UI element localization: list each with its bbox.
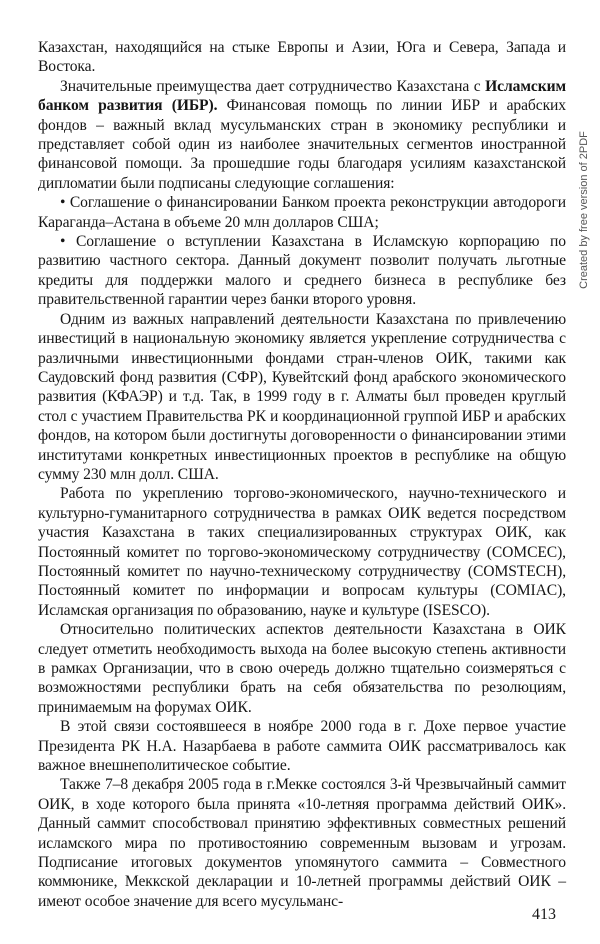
paragraph-continuation: Казахстан, находящийся на стыке Европы и Азии, Юга и Севера, Запада и Востока. <box>38 39 566 76</box>
paragraph-political: Относительно политических аспектов деятельности Казахстана в ОИК следует отметить необходимость выхода на более высокую степень активности в рамках Организации, что в свою очередь должно тщательно соизмеряться с возможностями республики брать на себя обязательства по резолюциям, принимаемым на форумах ОИК. <box>38 621 566 716</box>
paragraph-doha: В этой связи состоявшееся в ноябре 2000 года в г. Дохе первое участие Президента РК Н.А. Назарбаева в работе саммита ОИК рассматривалось как важное внешнеполитическое событие. <box>38 718 566 775</box>
paragraph-mecca: Также 7–8 декабря 2005 года в г.Мекке состоялся 3-й Чрезвычайный саммит ОИК, в ходе которого была принята «10-летняя программа действий ОИК». Данный саммит способствовал принятию эффективных совместных решений исламского мира по противостоянию современным вызовам и угрозам. Подписание итоговых документов упомянутого саммита – Совместного коммюнике, Меккской декларации и 10-летней программы действий ОИК – имеют особое значение для всего мусульманс- <box>38 776 566 910</box>
paragraph-idb-rest: Финансовая помощь по линии ИБР и арабских фондов – важный вклад мусульманских стран в экономику республики и представляет собой один из наиболее значительных сегментов иностранной финансовой помощи. За прошедшие годы благодаря усилиям казахстанской дипломатии были подписаны следующие соглашения: <box>38 97 566 192</box>
paragraph-idb <box>38 77 566 193</box>
paragraph-idb-intro: Значительные преимущества дает сотрудничество Казахстана с <box>60 77 486 95</box>
idb-bold-term: Исламским банком развития (ИБР). <box>38 77 566 115</box>
bullet-agreement-corporation: • Соглашение о вступлении Казахстана в Исламскую корпорацию по развитию частного сектора. Данный документ позволит получать льготные кредиты для поддержки малого и среднего бизнеса в республике без правительственной гарантии через банки второго уровня. <box>38 233 566 309</box>
bullet-agreement-road: • Соглашение о финансировании Банком проекта реконструкции автодороги Караганда–Астана в объеме 20 млн долларов США; <box>38 194 566 231</box>
watermark-text: Created by free version of 2PDF <box>578 131 590 289</box>
page-number: 413 <box>532 906 556 923</box>
paragraph-cooperation: Работа по укреплению торгово-экономического, научно-технического и культурно-гуманитарного сотрудничества в рамках ОИК ведется посредством участия Казахстана в таких специализированных структурах ОИК, как Постоянный комитет по торгово-экономическому сотрудничеству (COMCEC), Постоянный комитет по научно-техническому сотрудничеству (COMSTECH), Постоянный комитет по информации и вопросам культуры (COMIAC), Исламская организация по образованию, науке и культуре (ISESCO). <box>38 485 566 619</box>
paragraph-investment: Одним из важных направлений деятельности Казахстана по привлечению инвестиций в национальную экономику является укрепление сотрудничества с различными инвестиционными фондами стран-членов ОИК, такими как Саудовский фонд развития (СФР), Кувейтский фонд арабского экономического развития (КФАЭР) и т.д. Так, в 1999 году в г. Алматы был проведен круглый стол с участием Правительства РК и координационной группой ИБР и арабских фондов, на котором были достигнуты договоренности о финансировании этими институтами конкретных инвестиционных проектов в республике на общую сумму 230 млн долл. США. <box>38 310 566 483</box>
document-body <box>38 38 566 911</box>
